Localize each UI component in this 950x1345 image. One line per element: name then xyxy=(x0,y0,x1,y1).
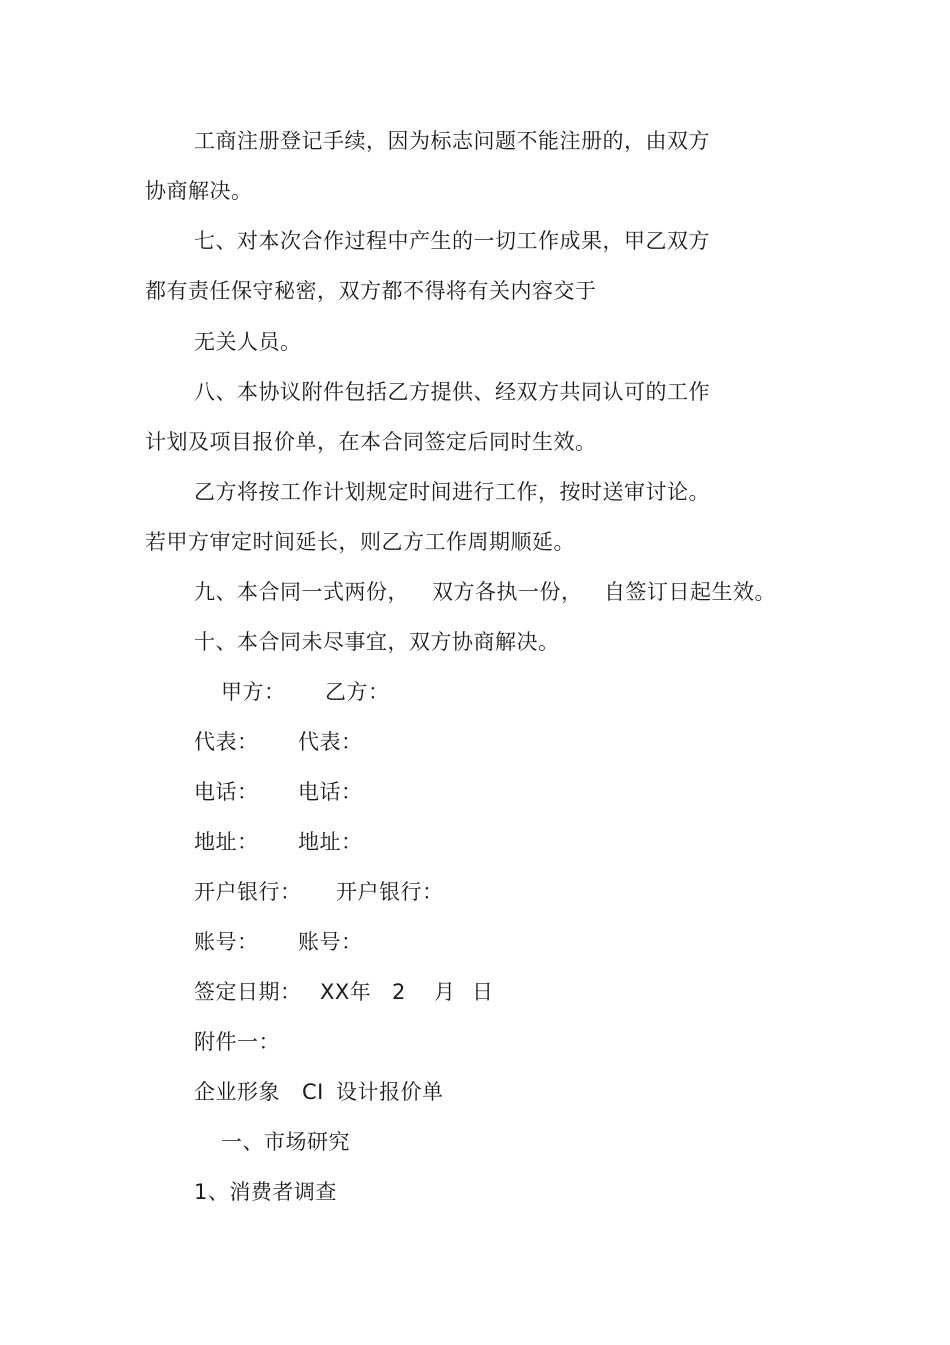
text-line-1: 工商注册登记手续，因为标志问题不能注册的，由双方 xyxy=(194,129,710,153)
attachment-title xyxy=(0,1079,950,1105)
date-month: 月 xyxy=(434,980,456,1004)
rep-b-label: 代表： xyxy=(298,730,363,754)
phone-b-label: 电话： xyxy=(298,780,363,804)
date-year: XX年 xyxy=(320,980,372,1004)
party-a-label: 甲方： xyxy=(221,680,286,704)
signature-address xyxy=(0,829,950,855)
date-label: 签定日期： xyxy=(194,980,302,1004)
party-b-label: 乙方： xyxy=(325,680,390,704)
section-item: 1、消费者调查 xyxy=(194,1180,337,1204)
bank-b-label: 开户银行： xyxy=(336,880,444,904)
signature-parties xyxy=(0,679,950,705)
clause-7-line-2: 都有责任保守秘密，双方都不得将有关内容交于 xyxy=(145,279,597,303)
clause-8-line-4: 若甲方审定时间延长，则乙方工作周期顺延。 xyxy=(145,530,575,554)
date-day: 日 xyxy=(472,980,494,1004)
addr-a-label: 地址： xyxy=(194,830,259,854)
signature-date xyxy=(0,979,950,1005)
rep-a-label: 代表： xyxy=(194,730,259,754)
phone-a-label: 电话： xyxy=(194,780,259,804)
text-line-2: 协商解决。 xyxy=(145,179,253,203)
attachment-title-ci: CI xyxy=(302,1080,324,1104)
clause-7-line-3: 无关人员。 xyxy=(194,330,302,354)
clause-9-part-1: 九、本合同一式两份， xyxy=(194,580,409,604)
acct-a-label: 账号： xyxy=(194,930,259,954)
clause-9-part-2: 双方各执一份， xyxy=(432,580,583,604)
acct-b-label: 账号： xyxy=(298,930,363,954)
clause-10: 十、本合同未尽事宜，双方协商解决。 xyxy=(194,630,560,654)
clause-8-line-3: 乙方将按工作计划规定时间进行工作，按时送审讨论。 xyxy=(194,480,710,504)
signature-bank xyxy=(0,879,950,905)
signature-representative xyxy=(0,729,950,755)
signature-account xyxy=(0,929,950,955)
addr-b-label: 地址： xyxy=(298,830,363,854)
clause-9 xyxy=(0,579,950,605)
clause-9-part-3: 自签订日起生效。 xyxy=(604,580,776,604)
clause-8-line-2: 计划及项目报价单，在本合同签定后同时生效。 xyxy=(145,430,597,454)
clause-7-line-1: 七、对本次合作过程中产生的一切工作成果，甲乙双方 xyxy=(194,229,710,253)
signature-phone xyxy=(0,779,950,805)
date-month-number: 2 xyxy=(392,980,406,1004)
bank-a-label: 开户银行： xyxy=(194,880,302,904)
attachment-title-part-2: 设计报价单 xyxy=(336,1080,444,1104)
attachment-title-part-1: 企业形象 xyxy=(194,1080,280,1104)
section-heading: 一、市场研究 xyxy=(221,1130,350,1154)
attachment-label: 附件一： xyxy=(194,1030,280,1054)
clause-8-line-1: 八、本协议附件包括乙方提供、经双方共同认可的工作 xyxy=(194,380,710,404)
